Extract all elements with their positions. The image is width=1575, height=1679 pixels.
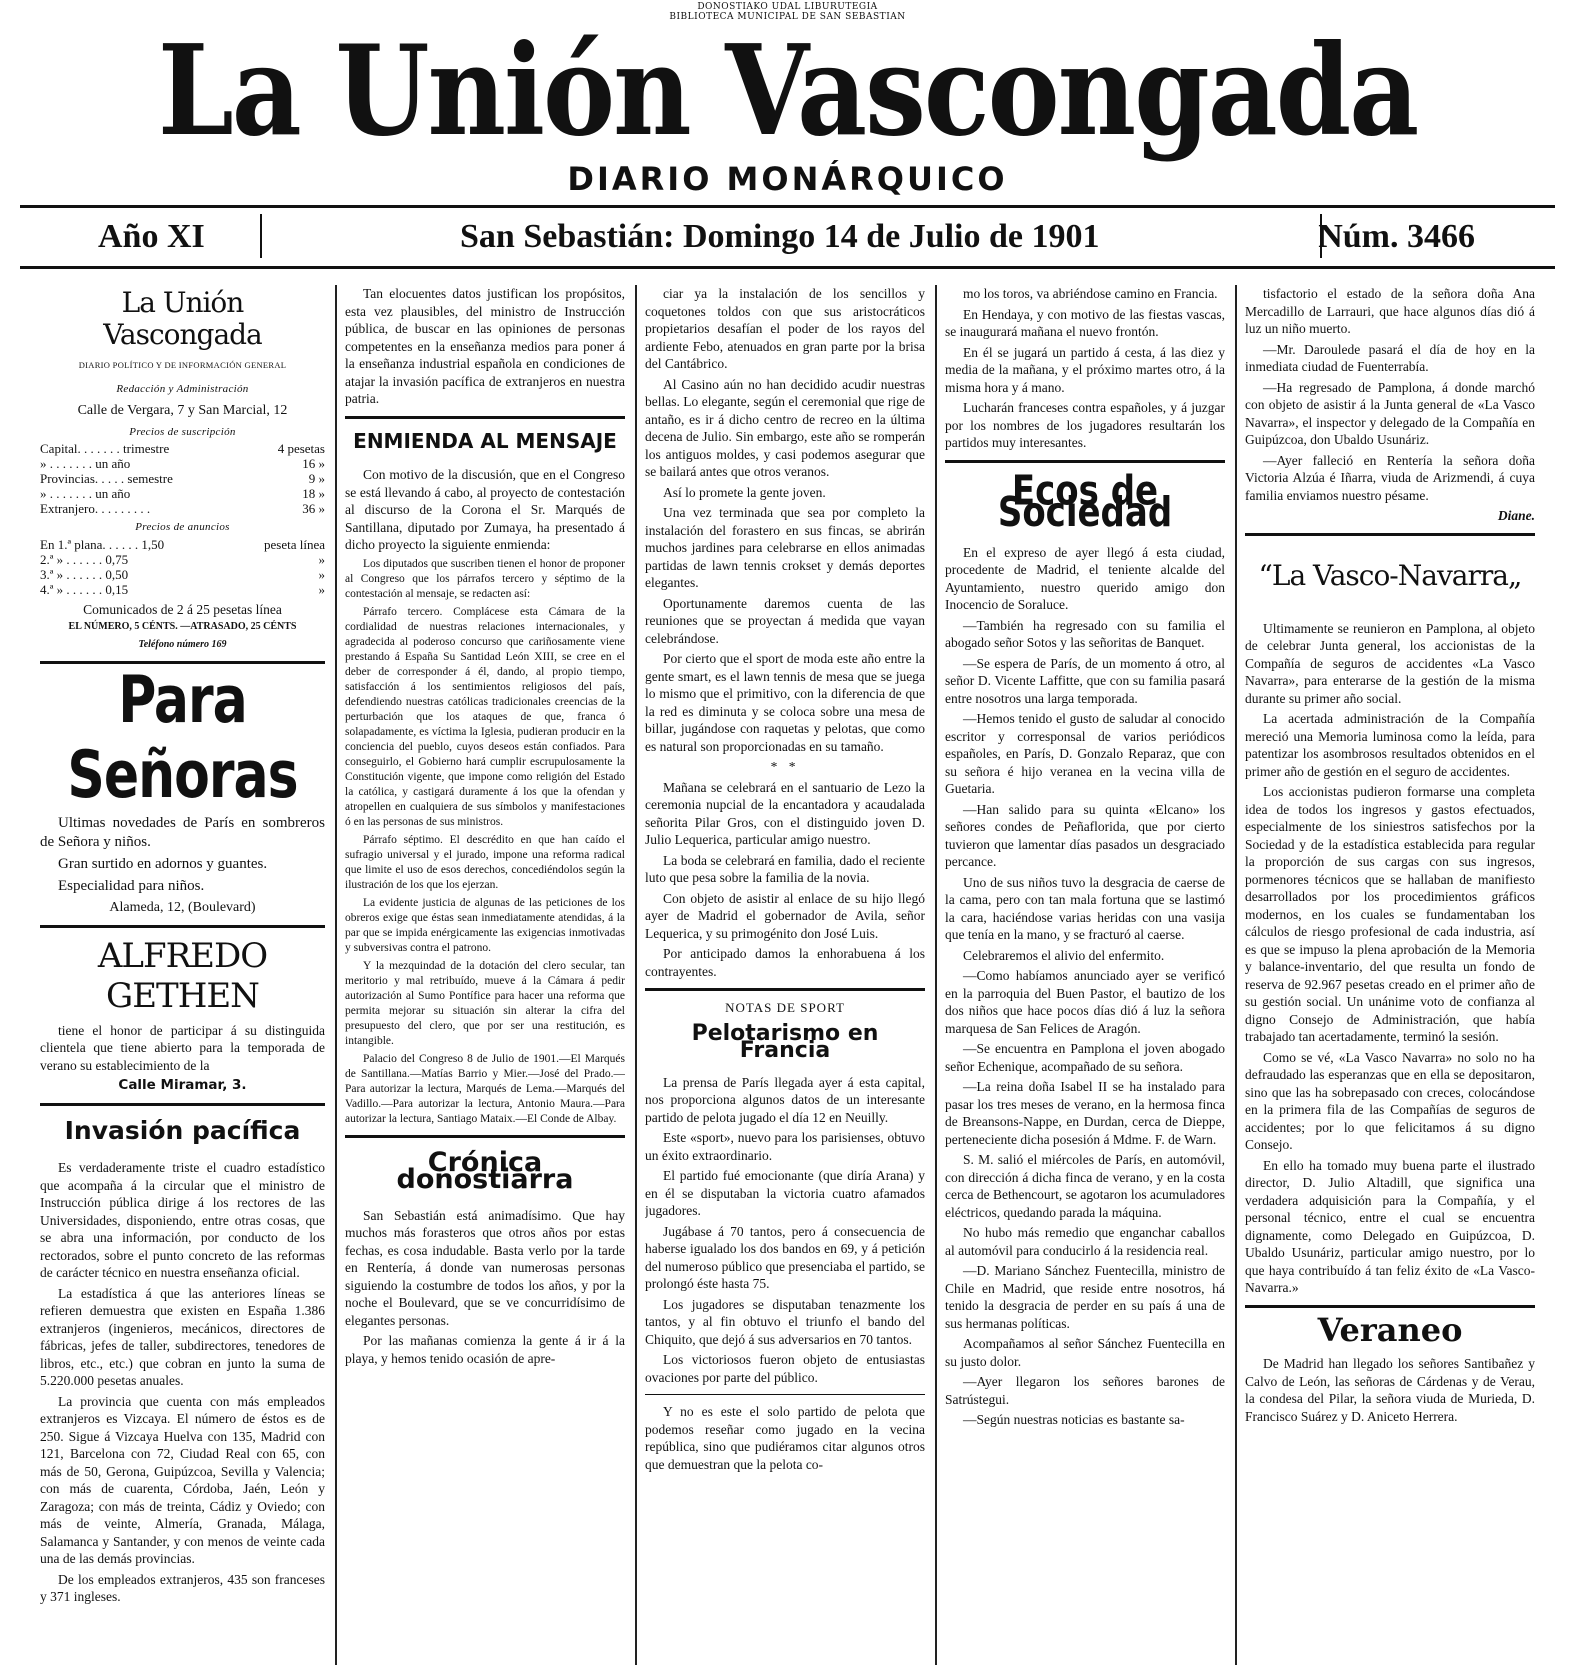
archive-line-2: BIBLIOTECA MUNICIPAL DE SAN SEBASTIAN	[669, 12, 906, 22]
telephone: Teléfono número 169	[138, 638, 227, 650]
article-paragraph: Así lo promete la gente joven.	[663, 484, 826, 500]
article-paragraph: S. M. salió el miércoles de París, en automóvil, con dirección á dicha finca de verano, y en la costa cerca de Bethencourt, se agotaron los acumuladores eléctricos, quedando parada la máquina.	[945, 1152, 1225, 1220]
subscription-heading: Precios de suscripción	[129, 425, 236, 438]
article-paragraph: El partido fué emocionante (que diría Arana) y en él se disputaban la victoria cuatro afamados jugadores.	[645, 1168, 925, 1218]
column-rule	[1235, 285, 1237, 1665]
dateline	[20, 210, 1555, 262]
article-paragraph: Oportunamente daremos cuenta de las reuniones que se proyectan á medida que vayan celebrándose.	[645, 595, 925, 646]
column-3	[645, 285, 925, 1665]
section-separator: * *	[770, 759, 800, 774]
article-paragraph: En él se jugará un partido á cesta, á las diez y media de la mañana, y el próximo martes otro, á la misma hora y á mano.	[945, 344, 1225, 395]
column-rule	[635, 285, 637, 1665]
article-paragraph: La estadística á que las anteriores líneas se refieren demuestra que existen en España 1.386 extranjeros (ingenieros, mecánicos, directores de fábricas, jefes de taller, subdirectores, tenedores de libros, etc., etc.) que cobran en junto la suma de 5.220.000 pesetas anuales.	[40, 1285, 325, 1388]
masthead-subtitle: DIARIO MONÁRQUICO	[567, 160, 1008, 198]
ads-table	[40, 537, 325, 597]
article-paragraph: Por anticipado damos la enhorabuena á los contrayentes.	[645, 946, 925, 979]
article-paragraph: San Sebastián está animadísimo. Que hay muchos más forasteros que otros años por estas fechas, es cosa indudable. Basta verlo por la tarde en Rentería, á donde van numerosas personas siguiendo la costumbre de todos los años, y por la noche el Boulevard, que se ve concurridísimo de elegantes personas.	[345, 1207, 625, 1328]
article-paragraph: Por las mañanas comienza la gente á ir á la playa, y hemos tenido ocasión de apre-	[345, 1333, 625, 1366]
article-paragraph: Una vez terminada que sea por completo la instalación del forastero en sus fincas, se abrirán muchos jardines para celebrarse en ellos animadas partidas de lawn tennis crokset y demás deportes elegantes.	[645, 505, 925, 590]
article-paragraph: En ello ha tomado muy buena parte el ilustrado director, D. Julio Altadill, que significa una verdadera adquisición para la Compañía, y el personal técnico, entre el cual se encuentra dignamente, como Delegado en Guipúzcoa, D. Ubaldo Usunáriz, particular amigo nuestro, por lo que haya contribuído á tan feliz éxito de «La Vasco-Navarra.»	[1245, 1157, 1535, 1295]
signature: Diane.	[1497, 508, 1535, 523]
table-row: Extranjero. . . . . . . . . 36 »	[40, 501, 325, 516]
archive-line-1: DONOSTIAKO UDAL LIBURUTEGIA	[697, 2, 878, 12]
issue-date: San Sebastián: Domingo 14 de Julio de 1901	[460, 218, 1100, 255]
article-paragraph: Y no es este el solo partido de pelota que podemos reseñar como jugado en la vecina república, sino que pudiéramos citar algunos otros que demuestran que la pelota co-	[645, 1404, 925, 1472]
article-paragraph: En Hendaya, y con motivo de las fiestas vascas, se inaugurará mañana el nuevo frontón.	[945, 306, 1225, 339]
article-paragraph: Por cierto que el sport de moda este año entre la gente smart, es el lawn tennis de mesa que se juega lo mismo que el primitivo, con la diferencia de que la red es diminuta y se coloca sobre una mesa de billar, jugándose con raquetas y pelotas, que como es natural son proporcionadas en su tamaño.	[645, 651, 925, 754]
article-paragraph: Este «sport», nuevo para los parisienses, obtuvo un éxito extraordinario.	[645, 1130, 925, 1163]
redaccion-label: Redacción y Administración	[116, 382, 249, 395]
divider	[945, 460, 1225, 463]
article-paragraph: Tan elocuentes datos justifican los propósitos, esta vez plausibles, del ministro de Instrucción pública, de buscar en las opiniones de personas competentes en la enseñanza medios para poner á la enseñanza industrial española en condiciones de atajar la invasión pacífica de extranjeros en nuestra patria.	[345, 286, 625, 406]
table-row: Capital. . . . . . . trimestre 4 pesetas	[40, 441, 325, 456]
masthead-title: La Unión Vascongada	[157, 19, 1418, 165]
ad-text: Ultimas novedades de París en sombreros de Señora y niños.	[40, 815, 325, 850]
article-paragraph: Párrafo séptimo. El descrédito en que han caído el sufragio universal y el jurado, impone una reforma radical que limite el uso de esos derechos, concediéndolos según la ilustración de los que los ejerzan.	[345, 833, 625, 891]
table-row: » . . . . . . . un año 18 »	[40, 486, 325, 501]
ad-text: Gran surtido en adornos y guantes.	[58, 856, 268, 872]
divider	[40, 1103, 325, 1106]
table-row: 4.ª » . . . . . . 0,15 »	[40, 581, 325, 597]
ads-heading: Precios de anuncios	[135, 521, 230, 533]
article-paragraph: Los victoriosos fueron objeto de entusiastas ovaciones por parte del público.	[645, 1352, 925, 1385]
table-row: 3.ª » . . . . . . 0,50 »	[40, 566, 325, 582]
table-row: Provincias. . . . . semestre 9 »	[40, 471, 325, 486]
article-paragraph: mo los toros, va abriéndose camino en Francia.	[963, 286, 1218, 301]
article-paragraph: Los accionistas pudieron formarse una completa idea de todos los ingresos y gastos efectuados, especialmente de los siniestros satisfechos por la Sociedad y de la estadística establecida para regular la proporción de sus cargas con sus ingresos, pormenores técnicos que se hallaban de manifiesto desarrollados por los procedimientos gráficos modernos, en los cuales se fundamentaban los cálculos de riesgo profesional de cada industria, así es que se impuso la plena aprobación de la Memoria y balance-inventario, del que resulta un fondo de reserva de 92.967 pesetas creado en el primer año de su gestión social. Un unánime voto de confianza al digno Consejo de Administración, que había trabajado tan acertadamente, terminó la sesión.	[1245, 784, 1535, 1044]
article-paragraph: La acertada administración de la Compañía mereció una Memoria luminosa como la leída, para patentizar los asombrosos resultados obtenidos en el primer año de gestión en el seguro de accidentes.	[1245, 711, 1535, 779]
article-paragraph: —Según nuestras noticias es bastante sa-	[963, 1412, 1185, 1427]
article-paragraph: La evidente justicia de algunas de las peticiones de los obreros exige que éstas sean inmediatamente atendidas, á la par que se impida enérgicamente las exigencias inmotivadas y subversivas contra el patrono.	[345, 896, 625, 954]
address: Calle de Vergara, 7 y San Marcial, 12	[77, 403, 288, 418]
ad-gethen-title: ALFREDO GETHEN	[97, 935, 268, 1016]
column-2	[345, 285, 625, 1665]
article-paragraph: Jugábase á 70 tantos, pero á consecuencia de haberse igualado los dos bandos en 69, y á petición del numeroso público que presenciaba el partido, se prolongó éste hasta 75.	[645, 1223, 925, 1291]
table-row: En 1.ª plana. . . . . . 1,50 peseta línea	[40, 536, 325, 552]
article-paragraph: De los empleados extranjeros, 435 son franceses y 371 ingleses.	[40, 1571, 325, 1604]
article-paragraph: Párrafo tercero. Complácese esta Cámara de la cordialidad de nuestras relaciones internacionales, y agradecida al poderoso concurso que cariñosamente viene prestando á España Su Santidad León XIII, se cree en el deber de corresponder á él, dando, al propio tiempo, satisfacción á los sentimientos religiosos del país, defendiendo nuestras católicas tradicionales creencias de la perturbación que los ataques de que, franca ó solapadamente, es víctima la Iglesia, pudieran producir en la conciencia del pueblo, cuyos deseos están confiados. Para conseguirlo, el Gobierno hará cumplir escrupulosamente la Constitución vigente, que impone como religión del Estado la católica, y castigará duramente á los que la ofendan y atropellen en cualquiera de sus símbolos y manifestaciones ó en las personas de sus ministros.	[345, 605, 625, 828]
article-paragraph: —Como habíamos anunciado ayer se verificó en la parroquia del Buen Pastor, el bautizo de los dos niños que hace pocos días dió á luz la señora marquesa de San Felices de Aragón.	[945, 968, 1225, 1036]
article-paragraph: Con objeto de asistir al enlace de su hijo llegó ayer de Madrid el gobernador de Avila, señor Lequerica, y su primogénito don José Luis.	[645, 890, 925, 941]
article-paragraph: Con motivo de la discusión, que en el Congreso se está llevando á cabo, al proyecto de contestación al discurso de la Corona el Sr. Marqués de Santillana, diputado por Zumaya, ha presentado á dicho proyecto la siguiente enmienda:	[345, 467, 625, 552]
bottom-rule	[20, 266, 1555, 269]
article-paragraph: Lucharán franceses contra españoles, y á juzgar por los nombres de los jugadores resultarán los partidos muy interesantes.	[945, 400, 1225, 450]
article-paragraph: —Han salido para su quinta «Elcano» los señores condes de Peñaflorida, que por cierto tuvieron que lamentar días pasados un desgraciado percance.	[945, 801, 1225, 869]
article-paragraph: Celebraremos el alivio del enfermito.	[963, 947, 1165, 963]
article-title: Crónica donostiarra	[396, 1146, 574, 1195]
article-paragraph: —Ayer falleció en Rentería la señora doña Victoria Alzúa é Iñarra, viuda de Arizmendi, á cuya familia enviamos nuestro pésame.	[1245, 452, 1535, 503]
box-title: La Unión Vascongada	[103, 286, 262, 351]
price-note: EL NÚMERO, 5 CÉNTS. —ATRASADO, 25 CÉNTS	[68, 621, 297, 632]
article-paragraph: Palacio del Congreso 8 de Julio de 1901.—El Marqués de Santillana.—Matías Barrio y Mier.—José del Prado.—Para autorizar la lectura, Marqués de Lema.—Marqués del Vadillo.—Para autorizar la lectura, Antonio Maura.—Para autorizar la lectura, Santiago Mataix.—El Conde de Albay.	[345, 1052, 625, 1125]
article-paragraph: Uno de sus niños tuvo la desgracia de caerse de la cama, pero con tan mala fortuna que se lastimó la cara, haciéndose varias heridas con una vasija que tenía en la mano, y se fracturó al caerse.	[945, 874, 1225, 942]
ad-text: Especialidad para niños.	[58, 878, 205, 894]
article-paragraph: ciar ya la instalación de los sencillos y coquetones toldos con que sus aristocráticos propietarios desafían el poder de los rayos del ardiente Febo, atenuados en gran parte por la brisa del Cantábrico.	[645, 286, 925, 371]
box-tagline: DIARIO POLÍTICO Y DE INFORMACIÓN GENERAL	[78, 360, 287, 370]
divider	[345, 416, 625, 419]
article-paragraph: Y la mezquindad de la dotación del clero secular, tan meritorio y mal retribuído, mueve á la Cámara á pedir autorización al Sumo Pontífice para hacer una reforma que permita mejorar su situación sin alterar la cifra del presupuesto del clero, que por ser una restitución, es intangible.	[345, 959, 625, 1047]
subscription-table	[40, 441, 325, 516]
table-row: 2.ª » . . . . . . 0,75 »	[40, 551, 325, 567]
section-label: NOTAS DE SPORT	[725, 1000, 845, 1015]
article-paragraph: —D. Mariano Sánchez Fuentecilla, ministro de Chile en Madrid, que reside entre nosotros, há tenido la desgracia de perder en su país á una de sus hermanas políticas.	[945, 1263, 1225, 1331]
article-paragraph: tisfactorio el estado de la señora doña Ana Mercadillo de Larrauri, que hace algunos días dió á luz un niño muerto.	[1245, 286, 1535, 336]
divider	[345, 1135, 625, 1138]
article-title: Pelotarismo en Francia	[691, 1020, 879, 1063]
divider	[1245, 1305, 1535, 1308]
article-paragraph: —Hemos tenido el gusto de saludar al conocido escritor y corresponsal de varios periódicos españoles, en París, D. Gonzalo Reparaz, que con su señora é hijo veranea en la vecina villa de Guetaria.	[945, 711, 1225, 796]
article-paragraph: —Ayer llegaron los señores barones de Satrústegui.	[945, 1374, 1225, 1407]
ad-address: Calle Miramar, 3.	[118, 1077, 247, 1093]
year-label: Año XI	[98, 218, 205, 255]
top-rule	[20, 205, 1555, 208]
column-5	[1245, 285, 1535, 1665]
divider	[1245, 533, 1535, 536]
article-paragraph: Acompañamos al señor Sánchez Fuentecilla en su justo dolor.	[945, 1336, 1225, 1369]
article-paragraph: —La reina doña Isabel II se ha instalado para pasar los tres meses de verano, en la hermosa finca de Breansons-Nappe, en Durdan, cerca de Dieppe, perteneciente dicha posesión á Mdme. F. de Warn.	[945, 1079, 1225, 1147]
amendment-text	[345, 557, 625, 1127]
article-title: Invasión pacífica	[64, 1115, 301, 1145]
article-paragraph: De Madrid han llegado los señores Santibañez y Calvo de León, las señoras de Cárdenas y de Verau, la condesa del Pilar, la señora viuda de Murieda, D. Francisco Suárez y D. Aniceto Herrera.	[1245, 1356, 1535, 1424]
column-rule	[335, 285, 337, 1665]
article-paragraph: —Se espera de París, de un momento á otro, al señor D. Vicente Laffitte, que con su familia pasará entre nosotros una larga temporada.	[945, 655, 1225, 706]
article-paragraph: No hubo más remedio que enganchar caballos al automóvil para conducirlo á la residencia real.	[945, 1225, 1225, 1258]
column-4	[945, 285, 1225, 1665]
article-paragraph: Como se vé, «La Vasco Navarra» no solo no ha defraudado las esperanzas que en ella se depositaron, sino que las ha sobrepasado con creces, colocándose en la primera fila de las Compañías de seguros de accidentes; por lo que felicitamos á su digno Consejo.	[1245, 1049, 1535, 1152]
article-paragraph: —También ha regresado con su familia el abogado señor Sotos y las señoritas de Banquet.	[945, 617, 1225, 650]
article-paragraph: Mañana se celebrará en el santuario de Lezo la ceremonia nupcial de la encantadora y acaudalada señorita Pilar Gros, con el distinguido joven D. Julio Lequerica, particular amigo nuestro.	[645, 779, 925, 847]
article-paragraph: Al Casino aún no han decidido acudir nuestras bellas. Lo elegante, según el ceremonial que rige de antaño, es ir á dicho centro de recreo en la última decena de Julio. Sin embargo, este año se romperán los antiguos moldes, y casi podemos asegurar que se bailará antes que otros veranos.	[645, 376, 925, 479]
ad-address: Alameda, 12, (Boulevard)	[109, 900, 256, 915]
article-paragraph: Los jugadores se disputaban tenazmente los tantos, y al fin obtuvo el triunfo el bando del Chiquito, que dejó á sus adversarios en 70 tantos.	[645, 1296, 925, 1347]
article-paragraph: La boda se celebrará en familia, dado el reciente luto que pesa sobre la familia de la novia.	[645, 852, 925, 885]
ad-para-senoras-title: Para Señoras	[67, 663, 298, 813]
comunicados: Comunicados de 2 á 25 pesetas línea	[83, 601, 282, 617]
article-paragraph: La provincia que cuenta con más empleados extranjeros es Vizcaya. El número de éstos es de 250. Sigue á Vizcaya Huelva con 135, Madrid con 121, Barcelona con 72, Ciudad Real con 65, con más de 50, Gerona, Guipúzcoa, Sevilla y Valencia; con más de cuarenta, Córdoba, Jaén, León y Zaragoza; con más de treinta, Cádiz y Oviedo; con más de veinte, Almería, Granada, Málaga, Salamanca y Santander, y con menos de veinte cada una de las demás provincias.	[40, 1393, 325, 1566]
article-paragraph: En el expreso de ayer llegó á esta ciudad, procedente de Madrid, el teniente alcalde del Ayuntamiento, nuestro querido amigo don Inocencio de Soraluce.	[945, 544, 1225, 612]
issue-number: Núm. 3466	[1318, 218, 1475, 255]
table-row: » . . . . . . . un año 16 »	[40, 456, 325, 471]
article-paragraph: —Se encuentra en Pamplona el joven abogado señor Echenique, acompañado de su señora.	[945, 1041, 1225, 1074]
article-paragraph: Es verdaderamente triste el cuadro estadístico que acompaña á la circular que el ministro de Instrucción pública dirige á los rectores de las Universidades, disponiendo, entre otras cosas, que se abra una información, por conducto de los rectorados, sobre el punto concreto de las reformas de carácter técnico en nuestra enseñanza oficial.	[40, 1160, 325, 1280]
ad-text: tiene el honor de participar á su distinguida clientela que tiene abierto para la temporada de verano su establecimiento de la	[40, 1022, 325, 1073]
article-paragraph: —Mr. Daroulede pasará el día de hoy en la inmediata ciudad de Fuenterrabía.	[1245, 341, 1535, 374]
divider	[40, 925, 325, 928]
column-rule	[935, 285, 937, 1665]
article-paragraph: Los diputados que suscriben tienen el honor de proponer al Congreso que los párrafos tercero y séptimo de la contestación al mensaje, se redacten así:	[345, 557, 625, 600]
divider	[645, 1394, 925, 1395]
article-paragraph: —Ha regresado de Pamplona, á donde marchó con objeto de asistir á la Junta general de «La Vasco Navarra», el inspector y delegado de la Compañía en Guipúzcoa, don Ubaldo Usunáriz.	[1245, 379, 1535, 447]
column-1	[40, 285, 325, 1665]
article-paragraph: Ultimamente se reunieron en Pamplona, al objeto de celebrar Junta general, los accionistas de la Compañía de seguros de accidentes «La Vasco Navarra», para enterarse de la gestión de la misma durante su primer año social.	[1245, 620, 1535, 706]
divider	[645, 988, 925, 991]
dateline-divider	[260, 214, 262, 258]
article-title: Ecos de Sociedad	[997, 466, 1173, 536]
article-title: ENMIENDA AL MENSAJE	[353, 428, 617, 453]
article-title: “La Vasco-Navarra„	[1258, 558, 1522, 592]
article-title: Veraneo	[1317, 1310, 1463, 1349]
article-paragraph: La prensa de París llegada ayer á esta capital, nos proporciona algunos datos de un interesante partido de pelota jugado el día 12 en Neuilly.	[645, 1074, 925, 1125]
